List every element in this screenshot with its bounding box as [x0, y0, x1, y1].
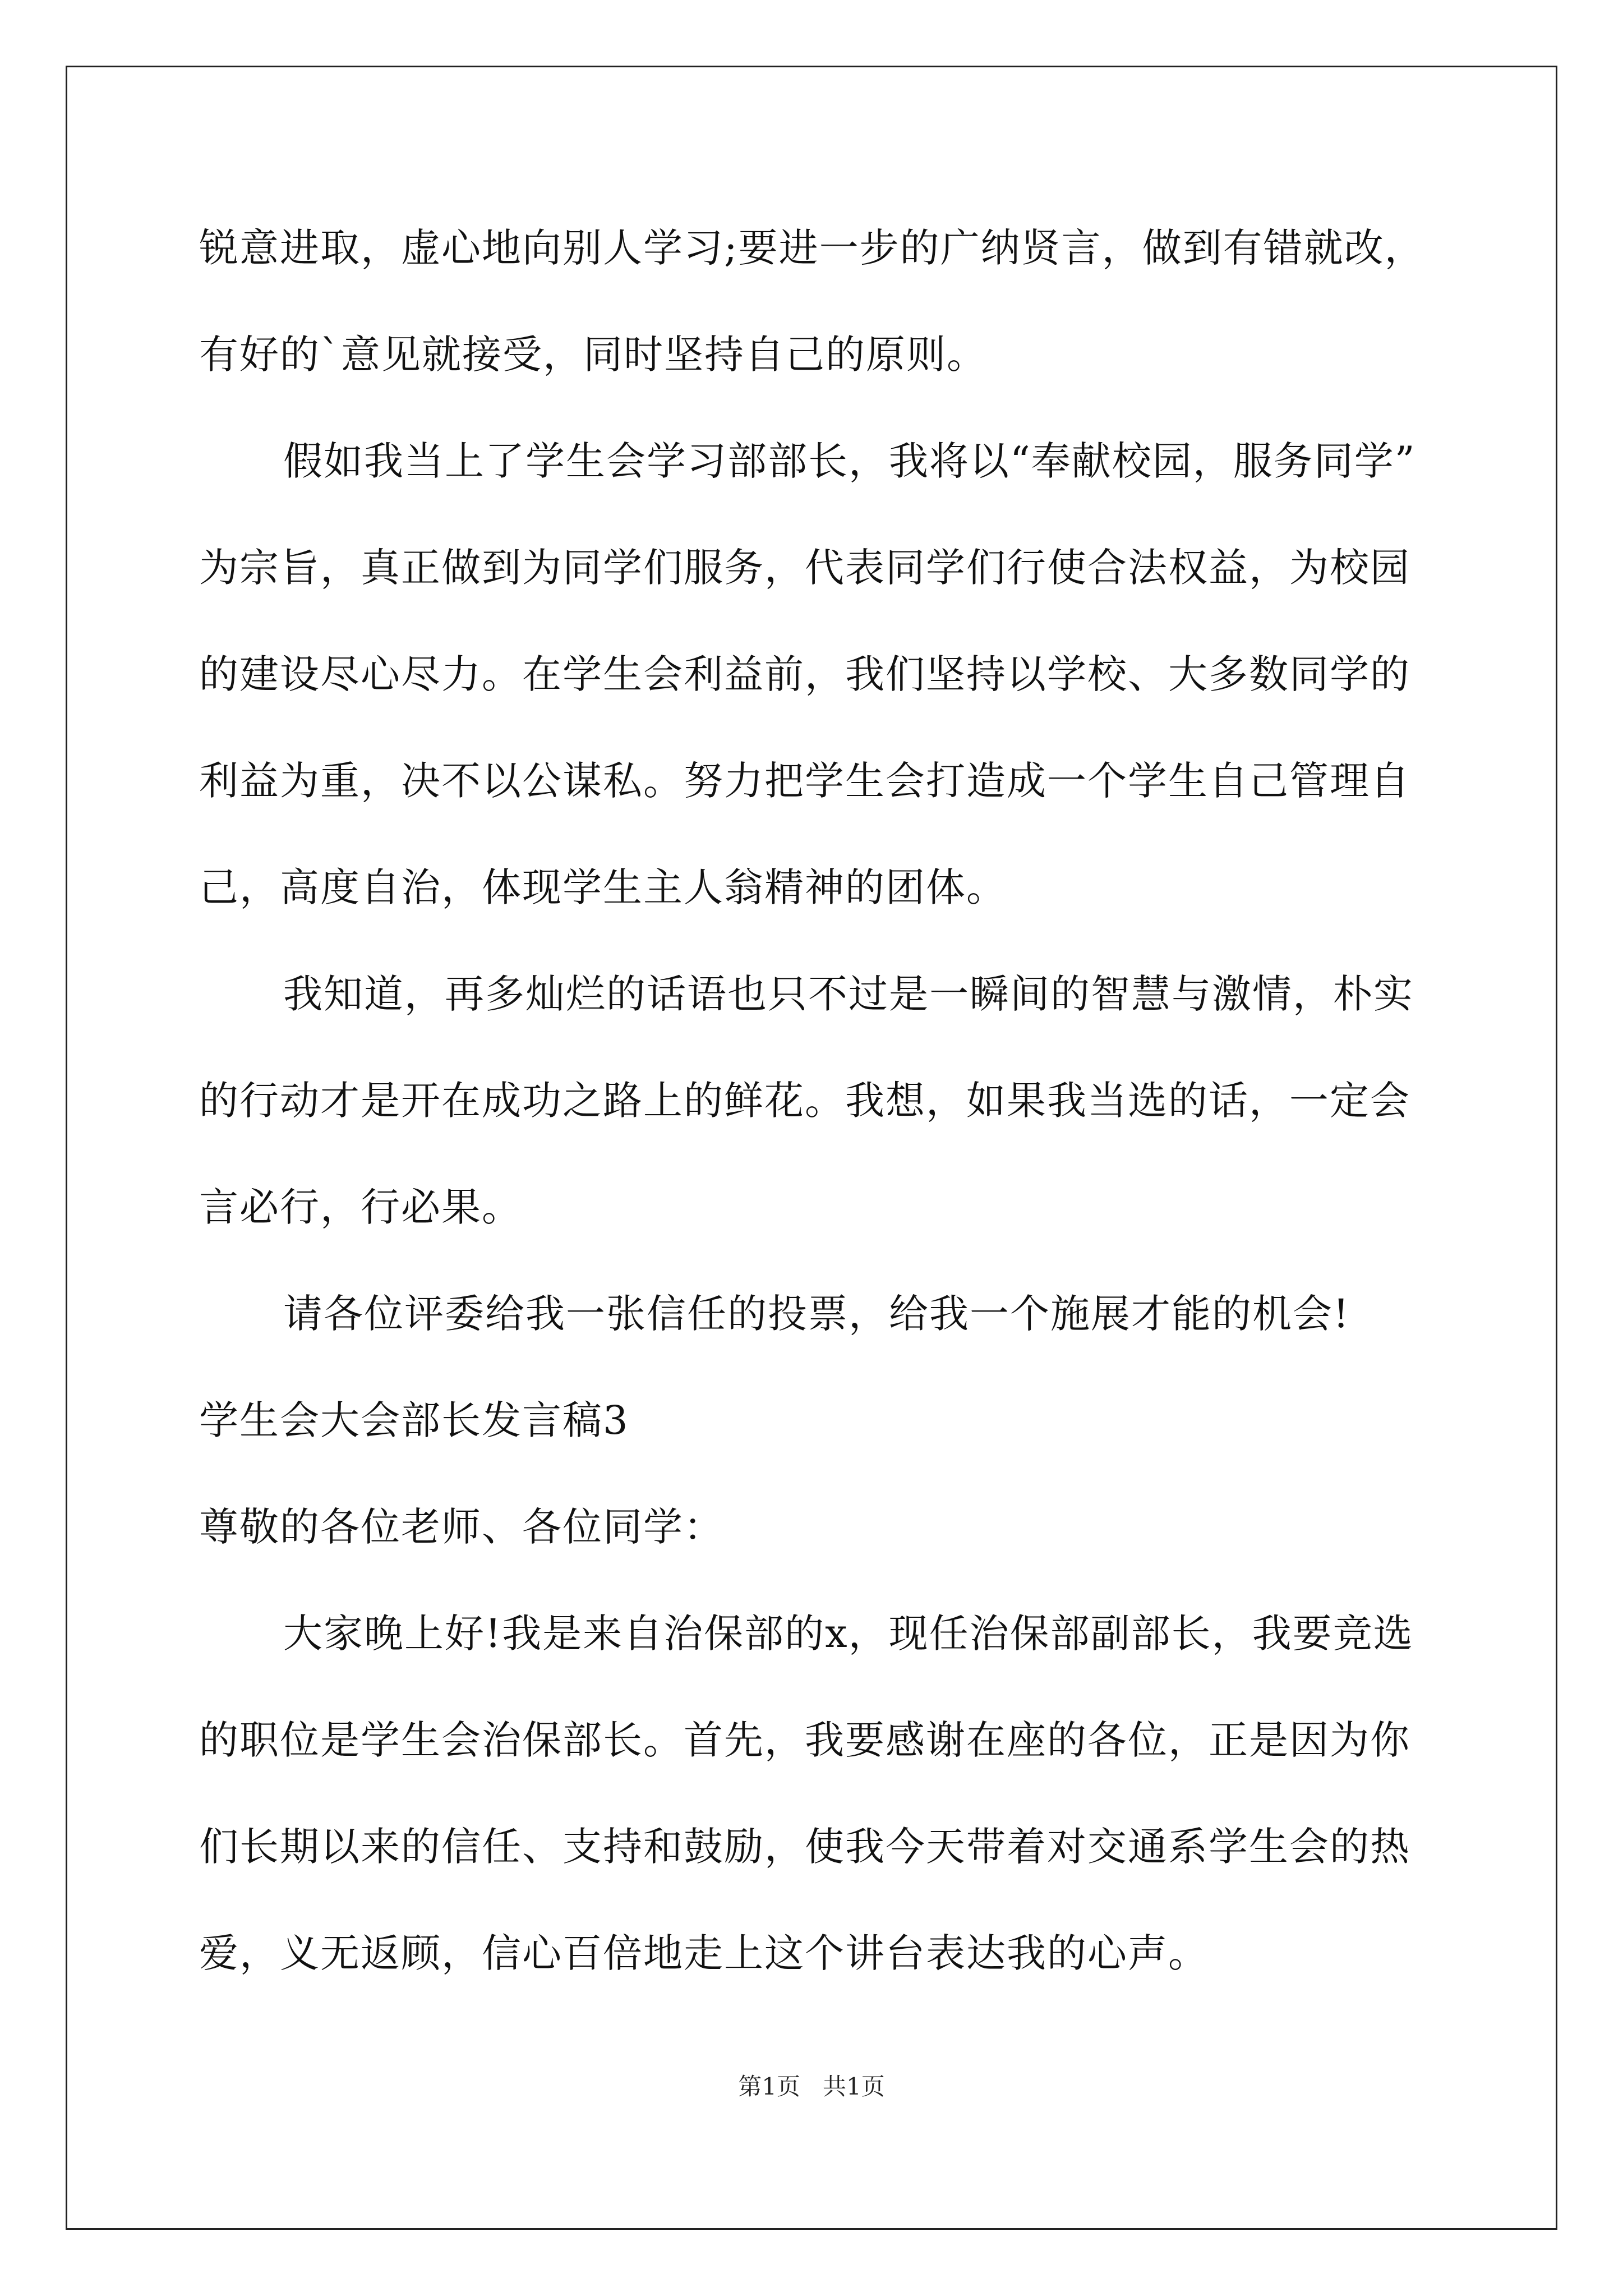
section-heading: 学生会大会部长发言稿3 — [199, 1397, 629, 1443]
text-line: 己，高度自治，体现学生主人翁精神的团体。 — [199, 864, 1007, 910]
text-line: 爱，义无返顾，信心百倍地走上这个讲台表达我的心声。 — [199, 1930, 1209, 1976]
text-line: 的职位是学生会治保部长。首先，我要感谢在座的各位，正是因为你 — [199, 1717, 1410, 1763]
salutation: 尊敬的各位老师、各位同学： — [199, 1504, 724, 1550]
text-line: 有好的`意见就接受，同时坚持自己的原则。 — [199, 332, 987, 378]
page-footer: 第1页 共1页 — [738, 2073, 885, 2100]
page-border — [66, 66, 1557, 2230]
text-line: 锐意进取，虚心地向别人学习;要进一步的广纳贤言，做到有错就改， — [199, 225, 1425, 271]
text-line: 的建设尽心尽力。在学生会利益前，我们坚持以学校、大多数同学的 — [199, 651, 1410, 697]
text-line: 利益为重，决不以公谋私。努力把学生会打造成一个学生自己管理自 — [199, 758, 1410, 804]
text-line: 们长期以来的信任、支持和鼓励，使我今天带着对交通系学生会的热 — [199, 1824, 1410, 1870]
paragraph-first-line: 请各位评委给我一张信任的投票，给我一个施展才能的机会! — [283, 1291, 1350, 1337]
text-line: 言必行，行必果。 — [199, 1184, 522, 1230]
paragraph-first-line: 我知道，再多灿烂的话语也只不过是一瞬间的智慧与激情，朴实 — [283, 971, 1414, 1017]
paragraph-first-line: 假如我当上了学生会学习部部长，我将以“奉献校园，服务同学” — [283, 438, 1416, 484]
text-line: 为宗旨，真正做到为同学们服务，代表同学们行使合法权益，为校园 — [199, 545, 1410, 591]
paragraph-first-line: 大家晚上好!我是来自治保部的x，现任治保部副部长，我要竞选 — [283, 1611, 1414, 1657]
text-line: 的行动才是开在成功之路上的鲜花。我想，如果我当选的话，一定会 — [199, 1078, 1410, 1124]
